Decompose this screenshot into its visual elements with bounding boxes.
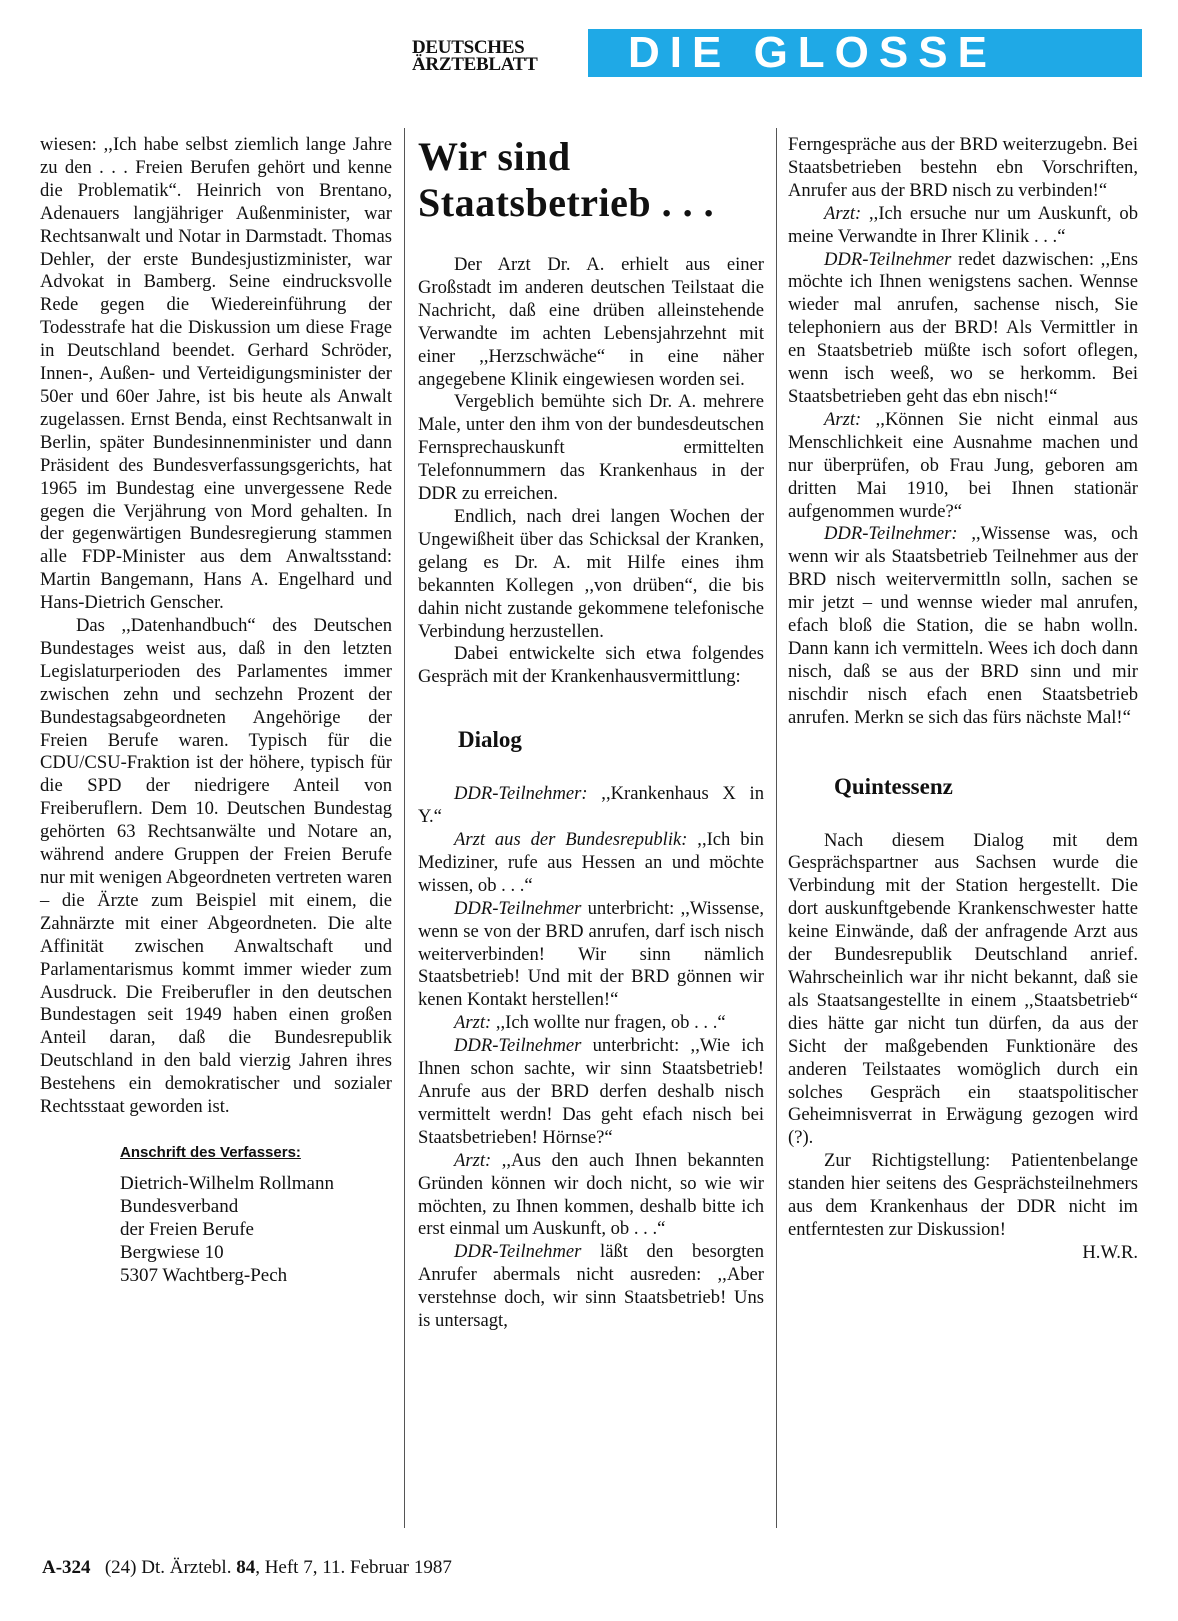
subheading-dialog: Dialog (458, 727, 522, 753)
journal-name-line2: ÄRZTEBLATT (412, 54, 538, 75)
address-line: Bergwiese 10 (120, 1241, 224, 1263)
paragraph: Vergeblich bemühte sich Dr. A. mehrere Male, unter den ihm von der bundesdeutschen Fernsprechauskunft ermittelten Telefonnummern das Krankenhaus in der DDR zu erreichen. (418, 391, 764, 505)
article-title-line1: Wir sind (418, 134, 571, 179)
dialog-line (418, 783, 764, 829)
paragraph: Dabei entwickelte sich etwa folgendes Gespräch mit der Krankenhausvermittlung: (418, 643, 764, 688)
dialog-line (418, 1241, 764, 1333)
speaker: DDR-Teilnehmer: (454, 783, 588, 805)
issue-prefix: (24) Dt. Ärztebl. (104, 1557, 232, 1578)
utterance: ,,Krankenhaus X in Y.“ (418, 783, 764, 828)
dialog-line (788, 409, 1138, 524)
journal-name-line1: DEUTSCHES (412, 37, 525, 58)
page-footer (42, 1557, 452, 1579)
address-line: Bundesverband (120, 1195, 239, 1217)
column-divider (404, 128, 405, 1528)
author-address (120, 1141, 392, 1287)
paragraph: wiesen: ,,Ich habe selbst ziemlich lange Jahre zu den . . . Freien Berufen gehört und kenne die Problematik“. Heinrich von Brentano, Adenauers langjähriger Außenminister, war Rechtsanwalt und Notar in Darmstadt. Thomas Dehler, der erste Bundesjustizminister, war Advokat in Bamberg. Seine eindrucksvolle Rede gegen die Wiedereinführung der Todesstrafe hat die Diskussion um diese Frage in Deutschland beendet. Gerhard Schröder, Innen-, Außen- und Verteidigungsminister der 50er und 60er Jahre, ist bis heute als Anwalt zugelassen. Ernst Benda, einst Rechtsanwalt in Berlin, später Bundesinnenminister und dann Präsident des Bundesverfassungsgerichts, hat 1965 im Bundestag eine unvergessene Rede gegen die Verjährung von Mord gehalten. In der gegenwärtigen Bundesregierung stammen alle FDP-Minister aus dem Anwaltsstand: Martin Bangemann, Hans A. Engelhard und Hans-Dietrich Genscher. (40, 134, 392, 614)
author-initials: H.W.R. (1082, 1241, 1138, 1263)
speaker: DDR-Teilnehmer (454, 1035, 582, 1057)
paragraph: Zur Richtigstellung: Patientenbelange standen hier seitens des Gesprächsteilnehmers aus dem Krankenhaus der DDR nicht im entferntesten zur Diskussion! (788, 1150, 1138, 1240)
speaker: DDR-Teilnehmer: (824, 523, 958, 545)
paragraph: Der Arzt Dr. A. erhielt aus einer Großstadt im anderen deutschen Teilstaat die Nachricht, daß eine drüben alleinstehende Verwandte im achten Lebensjahrzehnt mit einer ,,Herzschwäche“ in eine näher angegebene Klinik eingewiesen worden sei. (418, 254, 764, 390)
speaker: Arzt aus der Bundesrepublik: (454, 829, 688, 851)
speaker: Arzt: (454, 1149, 492, 1171)
speaker: Arzt: (824, 408, 862, 430)
utterance: ,,Aus den auch Ihnen bekannten Gründen können wir doch nicht, so wie wir möchten, zu Ihnen kommen, deshalb bitte ich erst einmal um Auskunft, ob . . .“ (418, 1149, 764, 1240)
dialog-line (788, 523, 1138, 729)
address-line: der Freien Berufe (120, 1218, 254, 1240)
address-line: 5307 Wachtberg-Pech (120, 1264, 288, 1286)
issue-suffix: , Heft 7, 11. Februar 1987 (255, 1557, 452, 1578)
dialog-line (418, 1035, 764, 1150)
article-title (418, 134, 764, 226)
section-banner (588, 29, 1142, 77)
utterance: unterbricht: ,,Wissense, wenn se von der BRD anrufen, darf isch nisch weiterverbinden! Wir sinn nämlich Staatsbetrieb! Und mit der BRD gönnen wir kenen Kontakt herstellen!“ (418, 897, 764, 1011)
masthead (412, 29, 1142, 79)
speaker: DDR-Teilnehmer (454, 1241, 582, 1263)
article-title-line2: Staatsbetrieb . . . (418, 180, 715, 225)
paragraph: Nach diesem Dialog mit dem Gesprächspartner aus Sachsen wurde die Verbindung mit der Station hergestellt. Die dort auskunftgebende Krankenschwester hatte keine Einwände, daß der anfragende Arzt aus der Bundesrepublik Deutschland anrief. Wahrscheinlich war ihr nicht bekannt, daß sie als Staatsangestellte in einem ,,Staatsbetrieb“ dies hätte gar nicht tun dürfen, da aus der Sicht der maßgebenden Funktionäre des anderen Teilstaates womöglich durch ein solches Gespräch ein staatspolitischer Geheimnisverrat in Erwägung gezogen wird (?). (788, 829, 1138, 1149)
speaker: Arzt: (824, 202, 862, 224)
address-line: Dietrich-Wilhelm Rollmann (120, 1172, 334, 1194)
utterance: ,,Ich bin Mediziner, rufe aus Hessen an und möchte wissen, ob . . .“ (418, 829, 764, 896)
column-right (788, 134, 1138, 1265)
utterance: ,,Wissense was, och wenn wir als Staatsbetrieb Teilnehmer aus der BRD nisch weitervermittln solln, sachen se mir jetzt – und wennse wieder mal anrufen, efach bloß die Station, die se habn wolln. Dann kann ich vermitteln. Wees ich doch dann nisch, daß se aus der BRD sinn und mir nischdir nisch efach enen Staatsbetrieb anrufen. Merkn se sich das fürs nächste Mal!“ (788, 523, 1138, 728)
dialog-line (418, 829, 764, 898)
address-label: Anschrift des Verfassers: (120, 1143, 301, 1161)
section-title: DIE GLOSSE (628, 28, 997, 77)
utterance: läßt den besorgten Anrufer abermals nicht ausreden: ,,Aber verstehnse doch, wir sinn Staatsbetrieb! Uns is untersagt, (418, 1241, 764, 1332)
paragraph: Das ,,Datenhandbuch“ des Deutschen Bundestages weist aus, daß in den letzten Legislaturperioden des Parlamentes immer zwischen zehn und sechzehn Prozent der Bundestagsabgeordneten Angehörige der Freien Berufe waren. Typisch für die CDU/CSU-Fraktion ist der höhere, typisch für die SPD der niedrigere Anteil von Freiberuflern. Dem 10. Deutschen Bundestag gehörten 63 Rechtsanwälte und Notare an, während andere Gruppen der Freien Berufe nur mit wenigen Abgeordneten vertreten waren – die Ärzte zum Beispiel mit einem, die Zahnärzte mit einer Abgeordneten. Die alte Affinität zwischen Anwaltschaft und Parlamentarismus kommt immer wieder zum Ausdruck. Die Freiberufler in den deutschen Bundestagen seit 1949 haben einen großen Anteil daran, daß die Bundesrepublik Deutschland in den bald vierzig Jahren ihres Bestehens ein demokratischer und sozialer Rechtsstaat geworden ist. (40, 615, 392, 1118)
dialog-line (788, 249, 1138, 409)
column-middle (418, 134, 764, 1333)
dialog-line (788, 203, 1138, 249)
utterance: ,,Ich wollte nur fragen, ob . . .“ (491, 1012, 726, 1034)
column-left (40, 134, 392, 1287)
speaker: DDR-Teilnehmer (454, 897, 582, 919)
paragraph: Ferngespräche aus der BRD weiterzugebn. Bei Staatsbetrieben bestehn ebn Vorschriften, Anrufer aus der BRD nisch zu verbinden!“ (788, 134, 1138, 201)
dialog-line (418, 1150, 764, 1242)
volume-number: 84 (236, 1557, 256, 1578)
subheading-quintessenz: Quintessenz (834, 773, 953, 799)
journal-name (412, 39, 582, 73)
paragraph: Endlich, nach drei langen Wochen der Ungewißheit über das Schicksal der Kranken, gelang es Dr. A. mit Hilfe eines ihm bekannten Kollegen ,,von drüben“, die bis dahin nicht zustande gekommene telefonische Verbindung herzustellen. (418, 505, 764, 642)
page-number: A-324 (42, 1557, 91, 1578)
utterance: ,,Können Sie nicht einmal aus Menschlichkeit eine Ausnahme machen und nur überprüfen, ob Frau Jung, geboren am dritten Mai 1910, bei Ihnen stationär aufgenommen wurde?“ (788, 408, 1138, 522)
dialog-line (418, 898, 764, 1013)
dialog-line (418, 1012, 764, 1035)
utterance: ,,Ich ersuche nur um Auskunft, ob meine Verwandte in Ihrer Klinik . . .“ (788, 202, 1138, 247)
utterance: unterbricht: ,,Wie ich Ihnen schon sachte, wir sinn Staatsbetrieb! Anrufe aus der BRD derfen deshalb nisch vermittelt werdn! Das geht efach nisch bei Staatsbetrieben! Hörnse?“ (418, 1035, 764, 1148)
speaker: Arzt: (454, 1012, 492, 1034)
speaker: DDR-Teilnehmer (824, 248, 952, 270)
column-divider (776, 128, 777, 1528)
utterance: redet dazwischen: ,,Ens möchte ich Ihnen wenigstens sachen. Wennse wieder mal anrufen, sachense nisch, Sie telephoniern aus der BRD! Als Vermittler in en Staatsbetrieb müßte isch sofort oflegen, wenn isch weeß, wo se herkomm. Bei Staatsbetrieben geht das ebn nisch!“ (788, 248, 1138, 407)
